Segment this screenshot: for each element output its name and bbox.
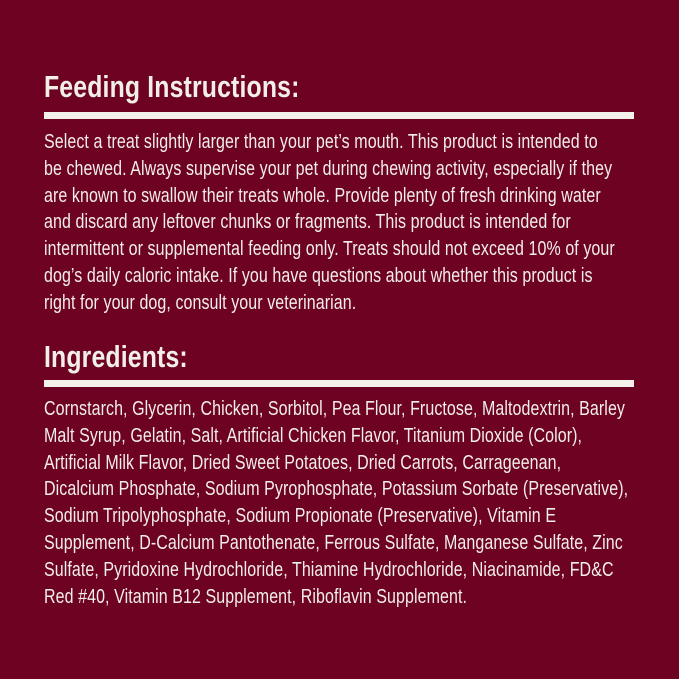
ingredients-body-line: Cornstarch, Glycerin, Chicken, Sorbitol, Pea Flour, Fructose, Maltodextrin, Barley xyxy=(44,398,626,420)
feeding-instructions-heading: Feeding Instructions: xyxy=(44,69,300,104)
ingredients-body-line: Malt Syrup, Gelatin, Salt, Artificial Chicken Flavor, Titanium Dioxide (Color), xyxy=(44,424,583,447)
feeding-body-line: Select a treat slightly larger than your pet’s mouth. This product is intended to xyxy=(44,131,598,153)
feeding-body-line: and discard any leftover chunks or fragments. This product is intended for xyxy=(44,211,571,234)
ingredients-divider-rule xyxy=(44,380,634,387)
ingredients-paragraph xyxy=(44,396,679,610)
feeding-body-line: intermittent or supplemental feeding only. Treats should not exceed 10% of your xyxy=(44,238,615,261)
feeding-body-line: dog’s daily caloric intake. If you have questions about whether this product is xyxy=(44,264,593,287)
feeding-body-line: are known to swallow their treats whole. Provide plenty of fresh drinking water xyxy=(44,184,601,207)
ingredients-body-line: Sodium Tripolyphosphate, Sodium Propionate (Preservative), Vitamin E xyxy=(44,505,557,528)
feeding-instructions-paragraph xyxy=(44,129,679,317)
ingredients-heading: Ingredients: xyxy=(44,339,188,374)
feeding-divider-rule xyxy=(44,112,634,119)
ingredients-body-line: Sulfate, Pyridoxine Hydrochloride, Thiamine Hydrochloride, Niacinamide, FD&C xyxy=(44,558,614,581)
ingredients-body-line: Red #40, Vitamin B12 Supplement, Riboflavin Supplement. xyxy=(44,585,468,608)
feeding-body-line: be chewed. Always supervise your pet during chewing activity, especially if they xyxy=(44,157,613,180)
ingredients-body-line: Supplement, D-Calcium Pantothenate, Ferrous Sulfate, Manganese Sulfate, Zinc xyxy=(44,531,623,554)
ingredients-body-line: Artificial Milk Flavor, Dried Sweet Potatoes, Dried Carrots, Carrageenan, xyxy=(44,451,562,474)
ingredients-body-line: Dicalcium Phosphate, Sodium Pyrophosphate, Potassium Sorbate (Preservative), xyxy=(44,478,629,501)
feeding-body-line: right for your dog, consult your veterinarian. xyxy=(44,291,357,314)
